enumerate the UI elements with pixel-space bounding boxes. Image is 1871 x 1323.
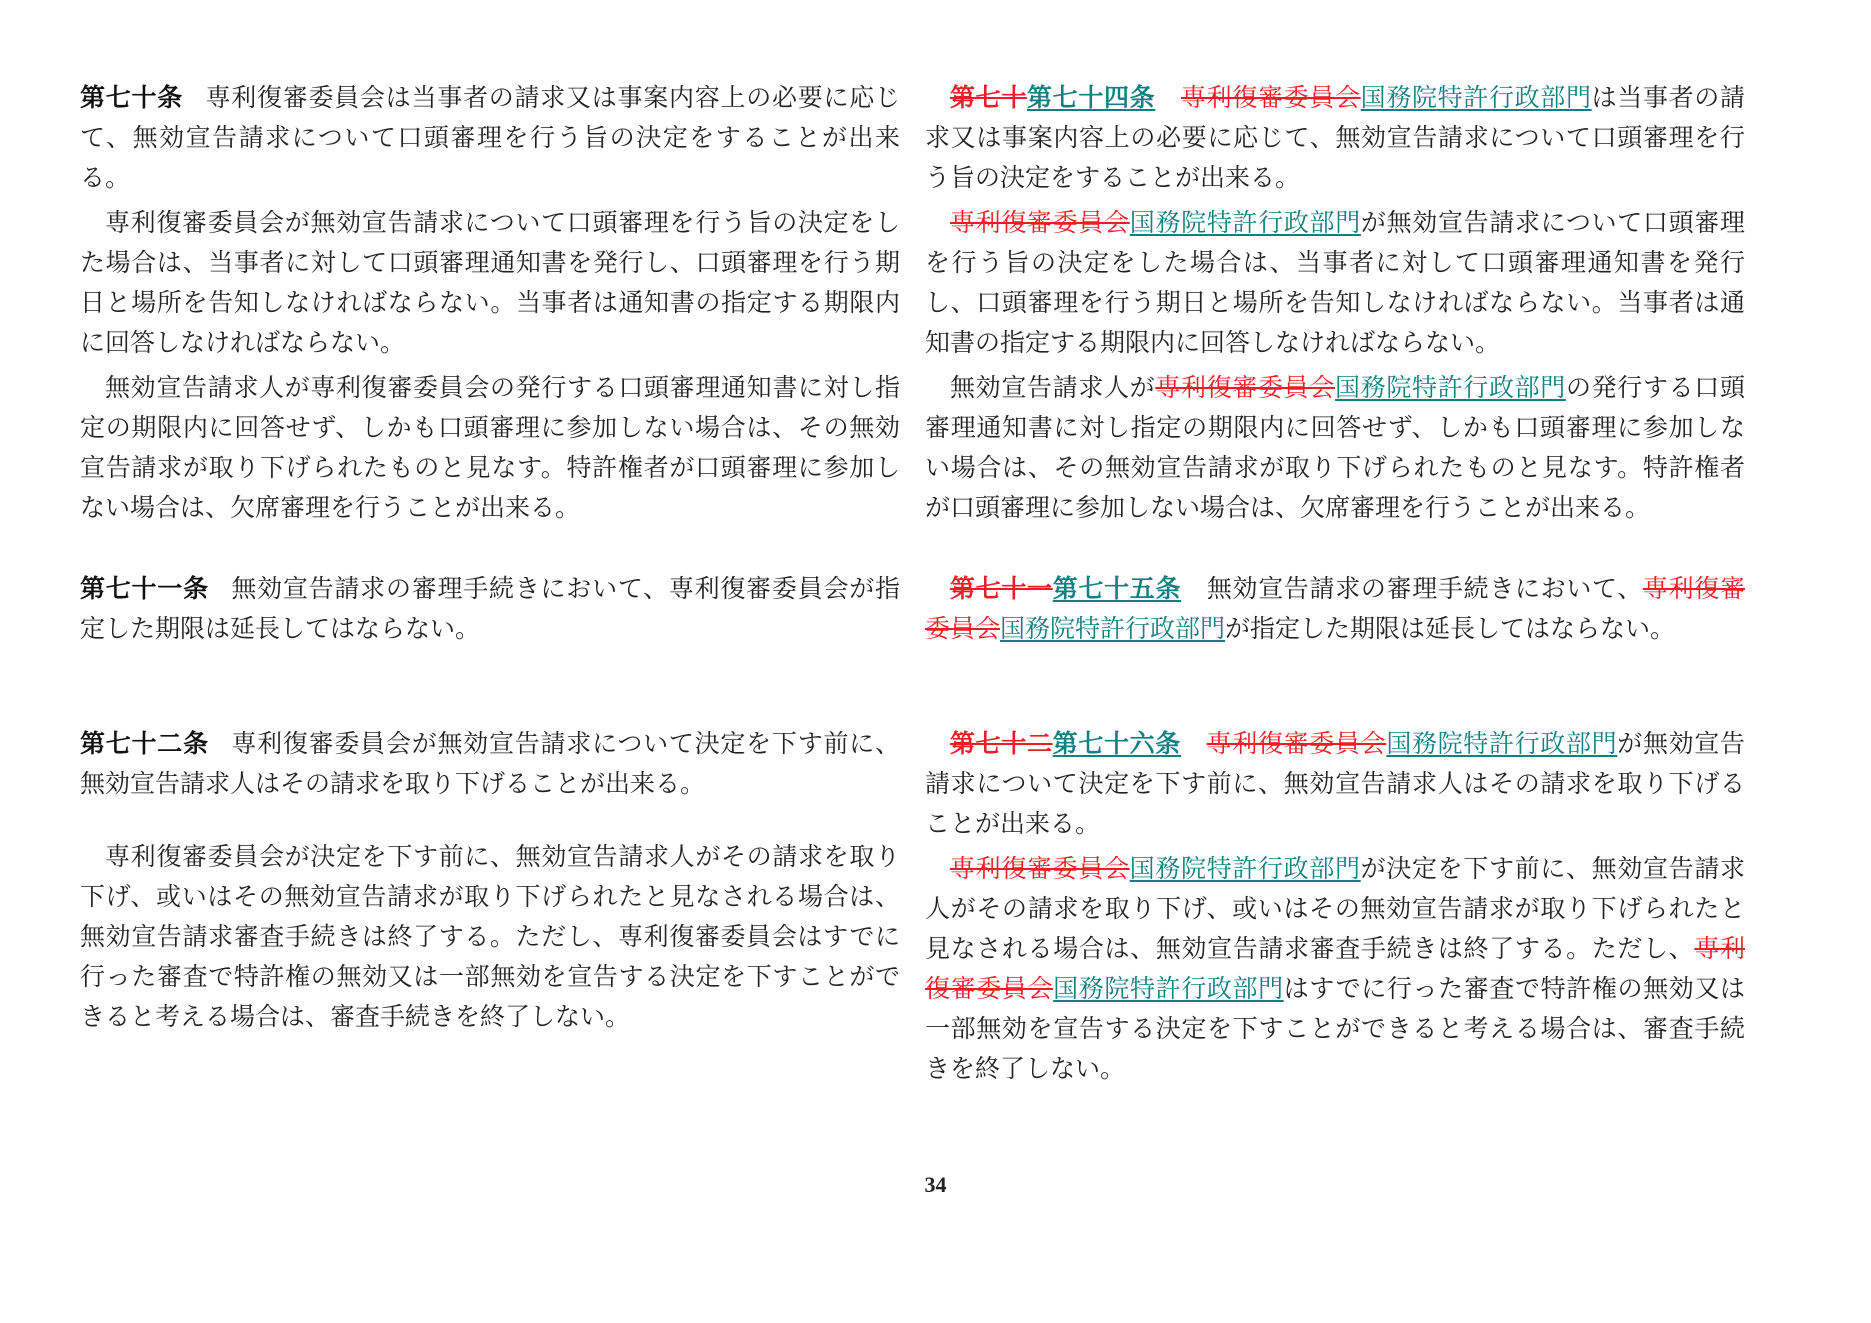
article-text: は当事者の請求又は事案内容上の必要に応じて、無効宣告請求について口頭審理を行う旨の決定をすることが出来る。 bbox=[925, 83, 1745, 192]
article-72-para-1 bbox=[80, 724, 900, 804]
article-72 bbox=[80, 724, 900, 1037]
article-text: はすでに行った審査で特許権の無効又は一部無効を宣告する決定を下すことができると考える場合は、審査手続きを終了しない。 bbox=[925, 974, 1745, 1083]
inserted-article-number: 第七十六条 bbox=[1052, 729, 1181, 758]
inserted-article-number: 第七十五条 bbox=[1052, 574, 1182, 603]
spacer bbox=[80, 809, 900, 837]
article-70-para-2: 専利復審委員会が無効宣告請求について口頭審理を行う旨の決定をした場合は、当事者に対して口頭審理通知書を発行し、口頭審理を行う期日と場所を告知しなければならない。当事者は通知書の指定する期限内に回答しなければならない。 bbox=[80, 208, 900, 357]
inserted-text: 国務院特許行政部門 bbox=[1129, 208, 1361, 237]
inserted-article-number: 第七十四条 bbox=[1027, 83, 1156, 112]
article-76-para-1 bbox=[925, 724, 1745, 844]
article-70-para-1 bbox=[80, 78, 900, 198]
article-number: 第七十一条 bbox=[80, 574, 209, 603]
spacer bbox=[80, 533, 900, 569]
deleted-text: 専利復審委員会 bbox=[925, 574, 1745, 643]
article-70 bbox=[80, 78, 900, 528]
article-text: 専利復審委員会は当事者の請求又は事案内容上の必要に応じて、無効宣告請求について口頭審理を行う旨の決定をすることが出来る。 bbox=[80, 83, 900, 192]
deleted-text: 専利復審委員会 bbox=[950, 208, 1130, 237]
page-number: 34 bbox=[924, 1172, 947, 1197]
article-74-para-3 bbox=[925, 368, 1745, 528]
inserted-text: 国務院特許行政部門 bbox=[1129, 854, 1361, 883]
left-column-original bbox=[80, 78, 900, 1042]
spacer bbox=[925, 533, 1745, 569]
article-text: 無効宣告請求の審理手続きにおいて、 bbox=[1206, 574, 1643, 603]
inserted-text: 国務院特許行政部門 bbox=[1053, 974, 1284, 1003]
deleted-article-number: 第七十 bbox=[950, 83, 1027, 112]
article-text: が指定した期限は延長してはならない。 bbox=[1225, 614, 1676, 643]
deleted-article-number: 第七十二 bbox=[950, 729, 1053, 758]
article-70-para-3: 無効宣告請求人が専利復審委員会の発行する口頭審理通知書に対し指定の期限内に回答せず、しかも口頭審理に参加しない場合は、その無効宣告請求が取り下げられたものと見なす。特許権者が口頭審理に参加しない場合は、欠席審理を行うことが出来る。 bbox=[80, 373, 900, 522]
article-text: 無効宣告請求の審理手続きにおいて、専利復審委員会が指定した期限は延長してはならない。 bbox=[80, 574, 900, 643]
article-text: が無効宣告請求について決定を下す前に、無効宣告請求人はその請求を取り下げることが出来る。 bbox=[925, 729, 1745, 838]
deleted-text: 専利復審委員会 bbox=[925, 934, 1745, 1003]
inserted-text: 国務院特許行政部門 bbox=[1386, 729, 1618, 758]
deleted-text: 専利復審委員会 bbox=[1181, 83, 1361, 112]
deleted-text: 専利復審委員会 bbox=[1206, 729, 1387, 758]
article-text: 無効宣告請求人が bbox=[950, 373, 1156, 402]
article-76-para-2 bbox=[925, 849, 1745, 1089]
article-72-para-2: 専利復審委員会が決定を下す前に、無効宣告請求人がその請求を取り下げ、或いはその無効宣告請求が取り下げられたと見なされる場合は、無効宣告請求審査手続きは終了する。ただし、専利復審委員会はすでに行った審査で特許権の無効又は一部無効を宣告する決定を下すことができると考える場合は、審査手続きを終了しない。 bbox=[80, 842, 900, 1031]
article-71-para-1 bbox=[80, 569, 900, 649]
article-text: が決定を下す前に、無効宣告請求人がその請求を取り下げ、或いはその無効宣告請求が取り下げられたと見なされる場合は、無効宣告請求審査手続きは終了する。ただし、 bbox=[925, 854, 1745, 963]
article-76 bbox=[925, 724, 1745, 1089]
inserted-text: 国務院特許行政部門 bbox=[1000, 614, 1226, 643]
article-number: 第七十条 bbox=[80, 83, 183, 112]
article-text: 専利復審委員会が無効宣告請求について決定を下す前に、無効宣告請求人はその請求を取り下げることが出来る。 bbox=[80, 729, 900, 798]
article-74-para-1 bbox=[925, 78, 1745, 198]
spacer bbox=[80, 654, 900, 724]
article-75-para-1 bbox=[925, 569, 1745, 649]
deleted-text: 専利復審委員会 bbox=[950, 854, 1130, 883]
inserted-text: 国務院特許行政部門 bbox=[1360, 83, 1592, 112]
right-column-amended bbox=[925, 78, 1745, 1094]
article-text: の発行する口頭審理通知書に対し指定の期限内に回答せず、しかも口頭審理に参加しない場合は、その無効宣告請求が取り下げられたものと見なす。特許権者が口頭審理に参加しない場合は、欠席審理を行うことが出来る。 bbox=[925, 373, 1745, 522]
deleted-text: 専利復審委員会 bbox=[1155, 373, 1335, 402]
inserted-text: 国務院特許行政部門 bbox=[1334, 373, 1566, 402]
article-74-para-2 bbox=[925, 203, 1745, 363]
article-74 bbox=[925, 78, 1745, 528]
article-71 bbox=[80, 569, 900, 649]
article-text: が無効宣告請求について口頭審理を行う旨の決定をした場合は、当事者に対して口頭審理通知書を発行し、口頭審理を行う期日と場所を告知しなければならない。当事者は通知書の指定する期限内に回答しなければならない。 bbox=[925, 208, 1745, 357]
deleted-article-number: 第七十一 bbox=[950, 574, 1053, 603]
article-75 bbox=[925, 569, 1745, 649]
spacer bbox=[925, 654, 1745, 724]
article-number: 第七十二条 bbox=[80, 729, 209, 758]
